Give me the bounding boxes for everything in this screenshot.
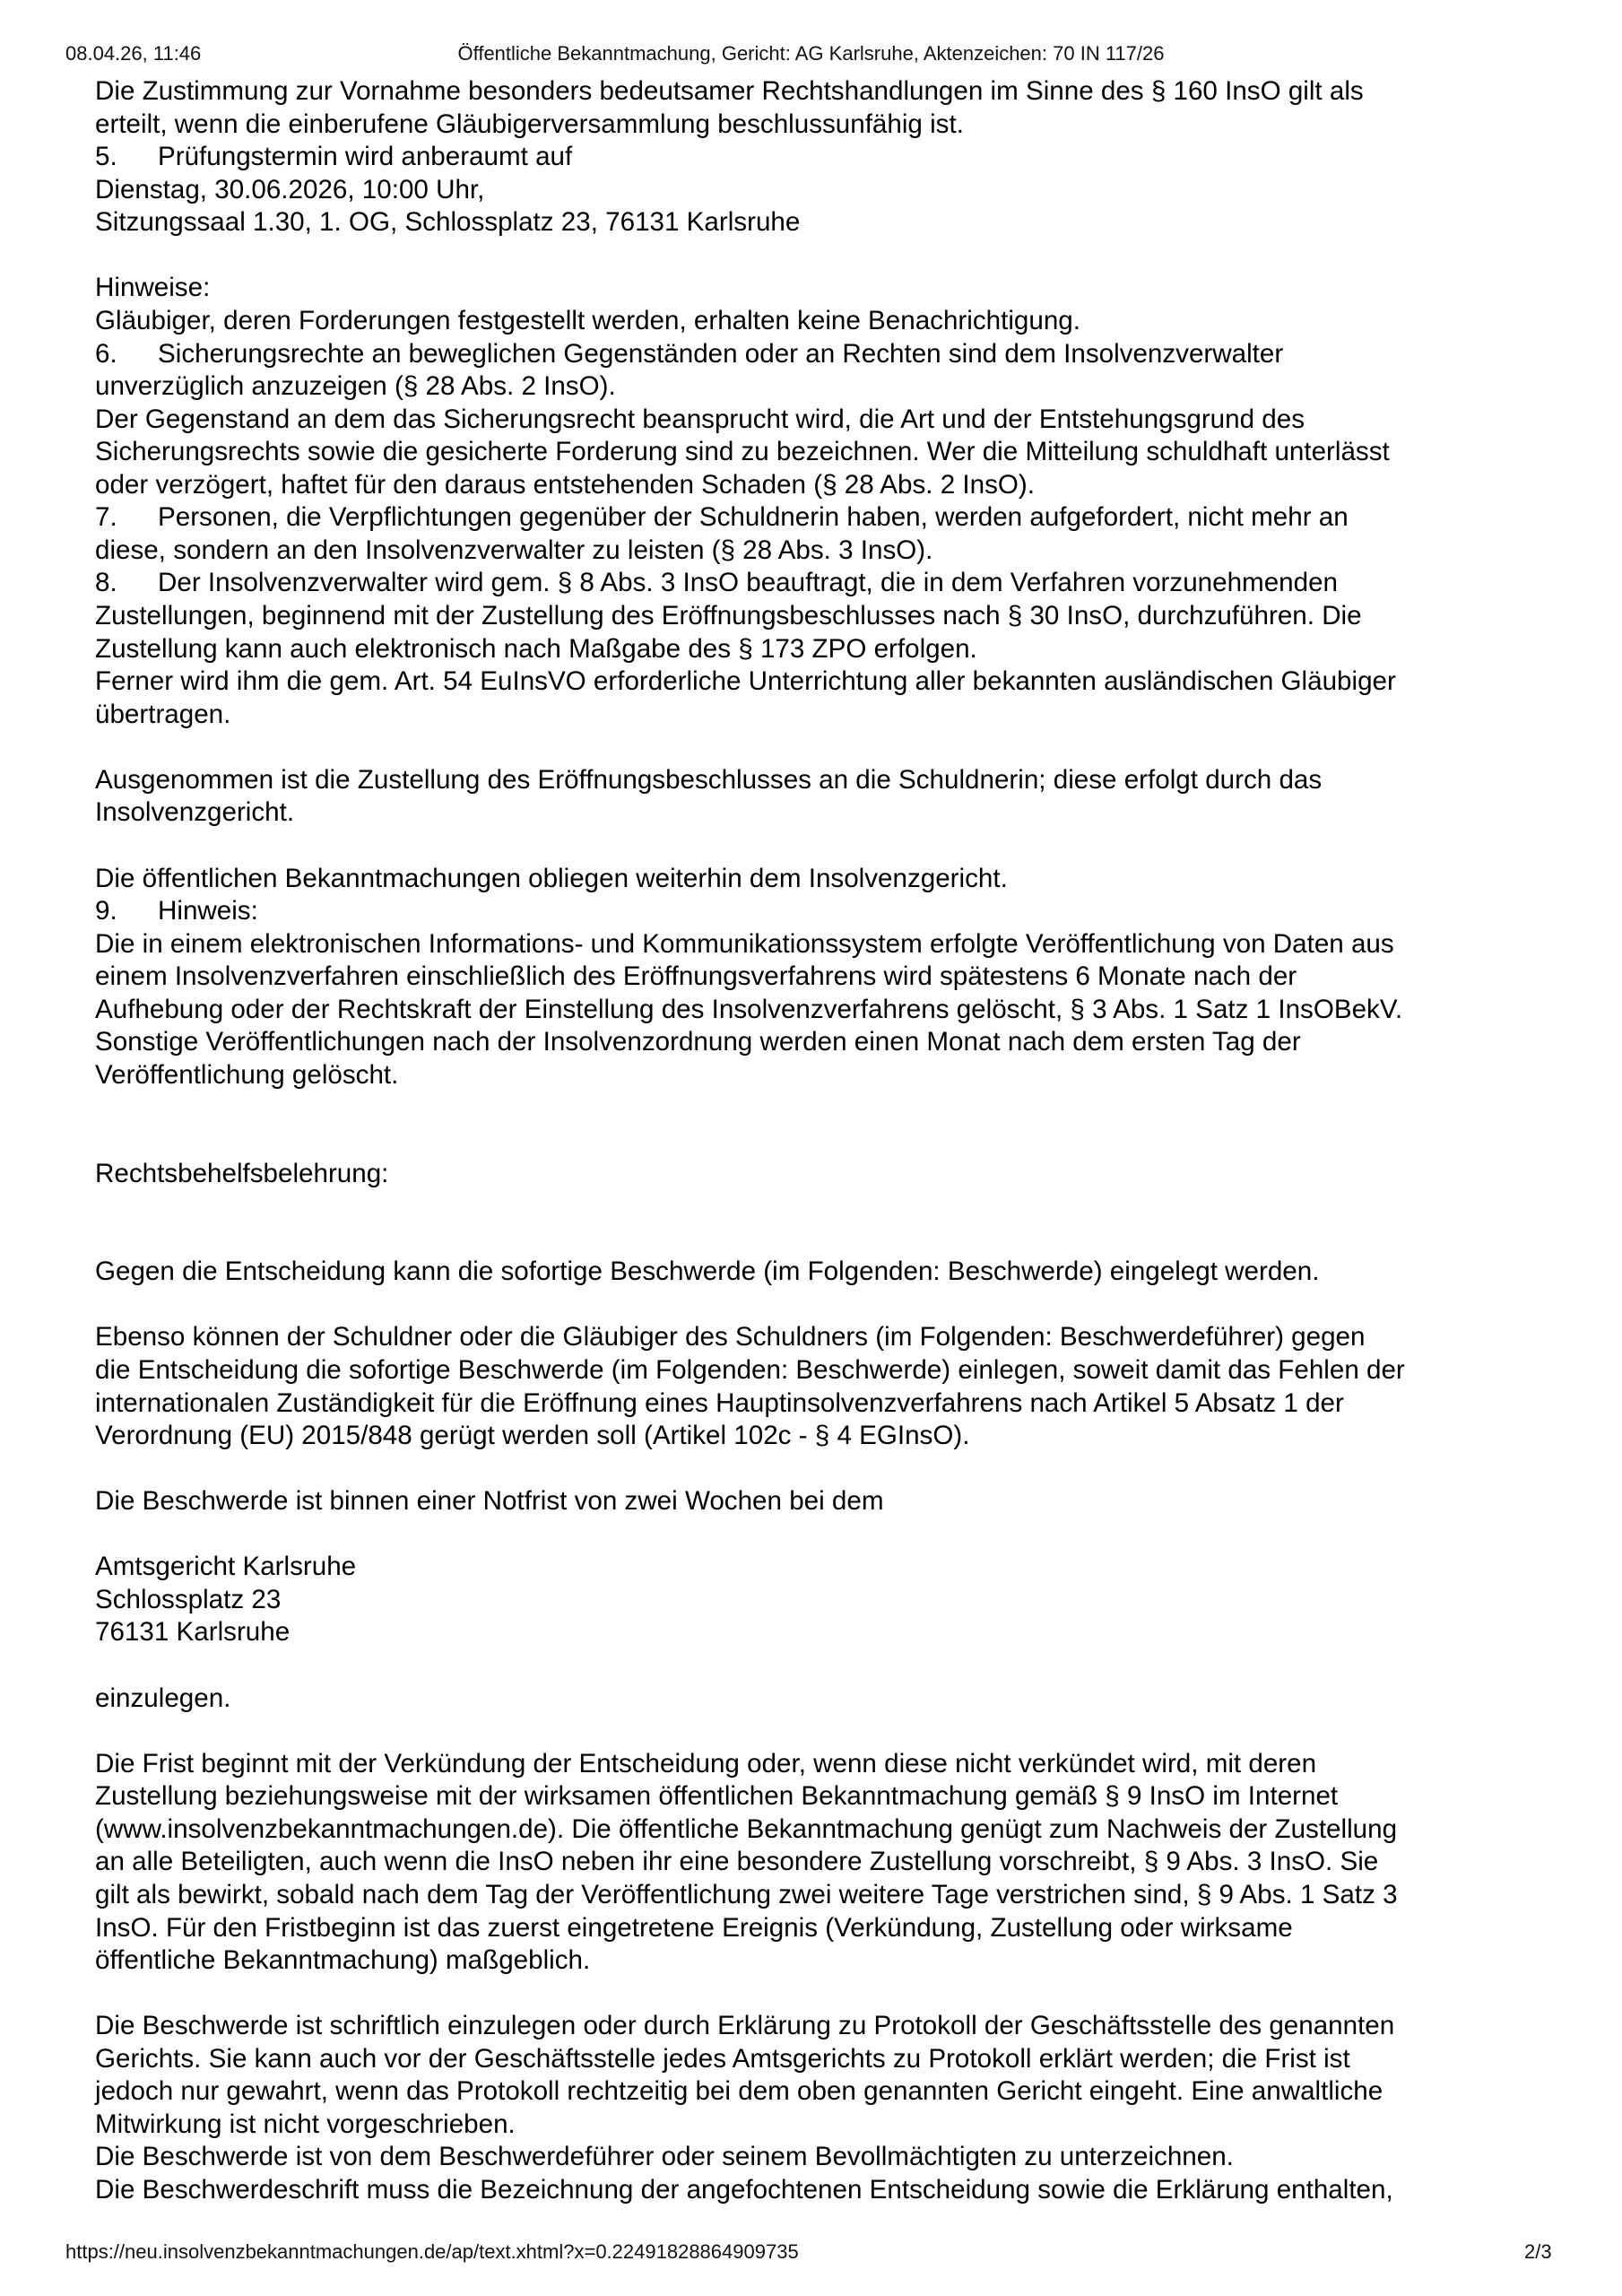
- line-text: Hinweise:: [95, 273, 211, 303]
- line-text: oder verzögert, haftet für den daraus entstehenden Schaden (§ 28 Abs. 2 InsO).: [95, 469, 1035, 500]
- text-line: [95, 994, 1574, 1027]
- line-text: Amtsgericht Karlsruhe: [95, 1552, 357, 1582]
- line-text: Veröffentlichung gelöscht.: [95, 1059, 399, 1090]
- text-line: [95, 895, 1574, 928]
- line-text: Zustellung beziehungsweise mit der wirksamen öffentlichen Bekanntmachung gemäß § 9 InsO im Internet: [95, 1781, 1339, 1812]
- blank-line: [95, 731, 1574, 764]
- line-text: (www.insolvenzbekanntmachungen.de). Die öffentliche Bekanntmachung genügt zum Nachweis der Zustellung: [95, 1813, 1398, 1844]
- line-text: Zustellungen, beginnend mit der Zustellung des Eröffnungsbeschlusses nach § 30 InsO, durchzuführen. Die: [95, 601, 1362, 631]
- text-line: [95, 764, 1574, 797]
- text-line: [95, 1846, 1574, 1879]
- text-line: [95, 1387, 1574, 1421]
- text-line: [95, 1059, 1574, 1092]
- blank-line: [95, 1518, 1574, 1552]
- list-number: 7.: [95, 502, 117, 533]
- text-line: [95, 1321, 1574, 1354]
- text-line: [95, 699, 1574, 732]
- text-line: [95, 1584, 1574, 1617]
- line-text: einzulegen.: [95, 1683, 231, 1713]
- line-text: Zustellung kann auch elektronisch nach Maßgabe des § 173 ZPO erfolgen.: [95, 633, 977, 664]
- line-text: Die Frist beginnt mit der Verkündung der Entscheidung oder, wenn diese nicht verkündet wird, mit deren: [95, 1748, 1317, 1779]
- line-text: Schlossplatz 23: [95, 1584, 282, 1614]
- text-line: [95, 2141, 1574, 2174]
- line-text: Verordnung (EU) 2015/848 gerügt werden soll (Artikel 102c - § 4 EGInsO).: [95, 1421, 970, 1451]
- text-line: [95, 109, 1574, 142]
- line-text: öffentliche Bekanntmachung) maßgeblich.: [95, 1945, 591, 1976]
- text-line: [95, 2075, 1574, 2109]
- text-line: [95, 1256, 1574, 1289]
- text-line: [95, 1944, 1574, 1978]
- line-text: Aufhebung oder der Rechtskraft der Einstellung des Insolvenzverfahrens gelöscht, § 3 Abs. 1 Satz 1 InsOBekV.: [95, 994, 1403, 1024]
- blank-line: [95, 1289, 1574, 1322]
- blank-line: [95, 1649, 1574, 1683]
- text-line: [95, 1683, 1574, 1716]
- text-line: [95, 928, 1574, 961]
- text-line: [95, 206, 1574, 239]
- blank-line: [95, 1190, 1574, 1223]
- line-text: Die Beschwerdeschrift muss die Bezeichnung der angefochtenen Entscheidung sowie die Erklärung enthalten,: [95, 2175, 1393, 2205]
- line-text: unverzüglich anzuzeigen (§ 28 Abs. 2 InsO).: [95, 371, 616, 402]
- text-line: [95, 1485, 1574, 1518]
- text-line: [95, 469, 1574, 502]
- blank-line: [95, 239, 1574, 273]
- text-line: [95, 961, 1574, 994]
- text-line: [95, 1026, 1574, 1059]
- line-text: Ausgenommen ist die Zustellung des Eröffnungsbeschlusses an die Schuldnerin; diese erfolgt durch das: [95, 764, 1323, 795]
- line-text: Die Beschwerde ist von dem Beschwerdeführer oder seinem Bevollmächtigten zu unterzeichnen.: [95, 2142, 1234, 2172]
- line-text: Sicherungsrechte an beweglichen Gegenständen oder an Rechten sind dem Insolvenzverwalter: [158, 338, 1284, 369]
- line-text: Die Beschwerde ist binnen einer Notfrist von zwei Wochen bei dem: [95, 1486, 884, 1517]
- print-header-title: Öffentliche Bekanntmachung, Gericht: AG Karlsruhe, Aktenzeichen: 70 IN 117/26: [457, 42, 1165, 65]
- text-line: [95, 796, 1574, 830]
- line-text: gilt als bewirkt, sobald nach dem Tag der Veröffentlichung zwei weitere Tage verstrichen sind, § 9 Abs. 1 Satz 3: [95, 1879, 1398, 1909]
- text-line: [95, 567, 1574, 600]
- text-line: [95, 2109, 1574, 2142]
- text-line: [95, 535, 1574, 568]
- text-line: [95, 141, 1574, 174]
- line-text: Personen, die Verpflichtungen gegenüber der Schuldnerin haben, werden aufgefordert, nicht mehr an: [158, 502, 1349, 533]
- text-line: [95, 665, 1574, 699]
- text-line: [95, 174, 1574, 207]
- line-text: Der Gegenstand an dem das Sicherungsrecht beansprucht wird, die Art und der Entstehungsgrund des: [95, 404, 1305, 434]
- text-line: [95, 2043, 1574, 2076]
- text-line: [95, 501, 1574, 535]
- print-header-datetime: 08.04.26, 11:46: [65, 42, 202, 65]
- announcement-body: [95, 75, 1574, 2207]
- print-footer-url: https://neu.insolvenzbekanntmachungen.de/ap/text.xhtml?x=0.22491828864909735: [65, 2240, 799, 2263]
- page-number: 2/3: [1524, 2240, 1552, 2263]
- line-text: übertragen.: [95, 699, 231, 729]
- line-text: Gerichts. Sie kann auch vor der Geschäftsstelle jedes Amtsgerichts zu Protokoll erklärt werden; die Frist ist: [95, 2043, 1350, 2074]
- line-text: Dienstag, 30.06.2026, 10:00 Uhr,: [95, 174, 485, 204]
- text-line: [95, 863, 1574, 896]
- text-line: [95, 1551, 1574, 1584]
- line-text: Sonstige Veröffentlichungen nach der Insolvenzordnung werden einen Monat nach dem ersten Tag der: [95, 1027, 1301, 1057]
- list-number: 9.: [95, 896, 117, 926]
- line-text: Rechtsbehelfsbelehrung:: [95, 1158, 389, 1188]
- line-text: Der Insolvenzverwalter wird gem. § 8 Abs. 3 InsO beauftragt, die in dem Verfahren vorzunehmenden: [158, 568, 1338, 598]
- text-line: [95, 600, 1574, 633]
- line-text: Hinweis:: [158, 896, 258, 926]
- line-text: Ferner wird ihm die gem. Art. 54 EuInsVO erforderliche Unterrichtung aller bekannten ausländischen Gläubiger: [95, 666, 1396, 697]
- text-line: [95, 338, 1574, 371]
- line-text: Gläubiger, deren Forderungen festgestellt werden, erhalten keine Benachrichtigung.: [95, 305, 1080, 335]
- line-text: Die Zustimmung zur Vornahme besonders bedeutsamer Rechtshandlungen im Sinne des § 160 InsO gilt als: [95, 76, 1364, 106]
- line-text: Die öffentlichen Bekanntmachungen obliegen weiterhin dem Insolvenzgericht.: [95, 863, 1008, 893]
- line-text: Gegen die Entscheidung kann die sofortige Beschwerde (im Folgenden: Beschwerde) eingelegt werden.: [95, 1257, 1320, 1287]
- line-text: jedoch nur gewahrt, wenn das Protokoll rechtzeitig bei dem oben genannten Gericht eingeht. Eine anwaltliche: [95, 2076, 1383, 2107]
- text-line: [95, 1879, 1574, 1912]
- line-text: Prüfungstermin wird anberaumt auf: [158, 142, 573, 172]
- list-number: 5.: [95, 142, 117, 172]
- line-text: Mitwirkung ist nicht vorgeschrieben.: [95, 2109, 516, 2139]
- line-text: Die in einem elektronischen Informations- und Kommunikationssystem erfolgte Veröffentlichung von Daten aus: [95, 928, 1394, 959]
- blank-line: [95, 1223, 1574, 1257]
- list-number: 6.: [95, 338, 117, 369]
- text-line: [95, 633, 1574, 666]
- text-line: [95, 1780, 1574, 1813]
- blank-line: [95, 1453, 1574, 1486]
- line-text: die Entscheidung die sofortige Beschwerde (im Folgenden: Beschwerde) einlegen, soweit damit das Fehlen der: [95, 1354, 1405, 1385]
- text-line: [95, 1813, 1574, 1847]
- line-text: einem Insolvenzverfahren einschließlich des Eröffnungsverfahrens wird spätestens 6 Monate nach der: [95, 961, 1297, 992]
- text-line: [95, 1158, 1574, 1191]
- line-text: Ebenso können der Schuldner oder die Gläubiger des Schuldners (im Folgenden: Beschwerdeführer) gegen: [95, 1322, 1366, 1352]
- line-text: Sitzungssaal 1.30, 1. OG, Schlossplatz 23, 76131 Karlsruhe: [95, 207, 801, 238]
- text-line: [95, 75, 1574, 109]
- line-text: diese, sondern an den Insolvenzverwalter zu leisten (§ 28 Abs. 3 InsO).: [95, 535, 933, 565]
- text-line: [95, 404, 1574, 437]
- line-text: Sicherungsrechts sowie die gesicherte Forderung sind zu bezeichnen. Wer die Mitteilung schuldhaft unterlässt: [95, 437, 1390, 467]
- text-line: [95, 272, 1574, 305]
- blank-line: [95, 1125, 1574, 1158]
- text-line: [95, 1420, 1574, 1453]
- line-text: an alle Beteiligten, auch wenn die InsO neben ihr eine besondere Zustellung vorschreibt, § 9 Abs. 3 InsO. Sie: [95, 1847, 1379, 1877]
- line-text: internationalen Zuständigkeit für die Eröffnung eines Hauptinsolvenzverfahrens nach Artikel 5 Absatz 1 der: [95, 1387, 1344, 1418]
- text-line: [95, 1912, 1574, 1945]
- text-line: [95, 305, 1574, 338]
- line-text: InsO. Für den Fristbeginn ist das zuerst eingetretene Ereignis (Verkündung, Zustellung oder wirksame: [95, 1912, 1293, 1943]
- text-line: [95, 2174, 1574, 2207]
- line-text: Insolvenzgericht.: [95, 797, 295, 828]
- blank-line: [95, 1715, 1574, 1748]
- text-line: [95, 1354, 1574, 1387]
- line-text: erteilt, wenn die einberufene Gläubigerversammlung beschlussunfähig ist.: [95, 109, 964, 139]
- text-line: [95, 1748, 1574, 1781]
- line-text: Die Beschwerde ist schriftlich einzulegen oder durch Erklärung zu Protokoll der Geschäftsstelle des genannten: [95, 2011, 1395, 2041]
- blank-line: [95, 830, 1574, 863]
- line-text: 76131 Karlsruhe: [95, 1617, 291, 1648]
- text-line: [95, 370, 1574, 404]
- blank-line: [95, 1978, 1574, 2011]
- list-number: 8.: [95, 568, 117, 598]
- text-line: [95, 1616, 1574, 1649]
- blank-line: [95, 1091, 1574, 1125]
- text-line: [95, 436, 1574, 469]
- text-line: [95, 2010, 1574, 2043]
